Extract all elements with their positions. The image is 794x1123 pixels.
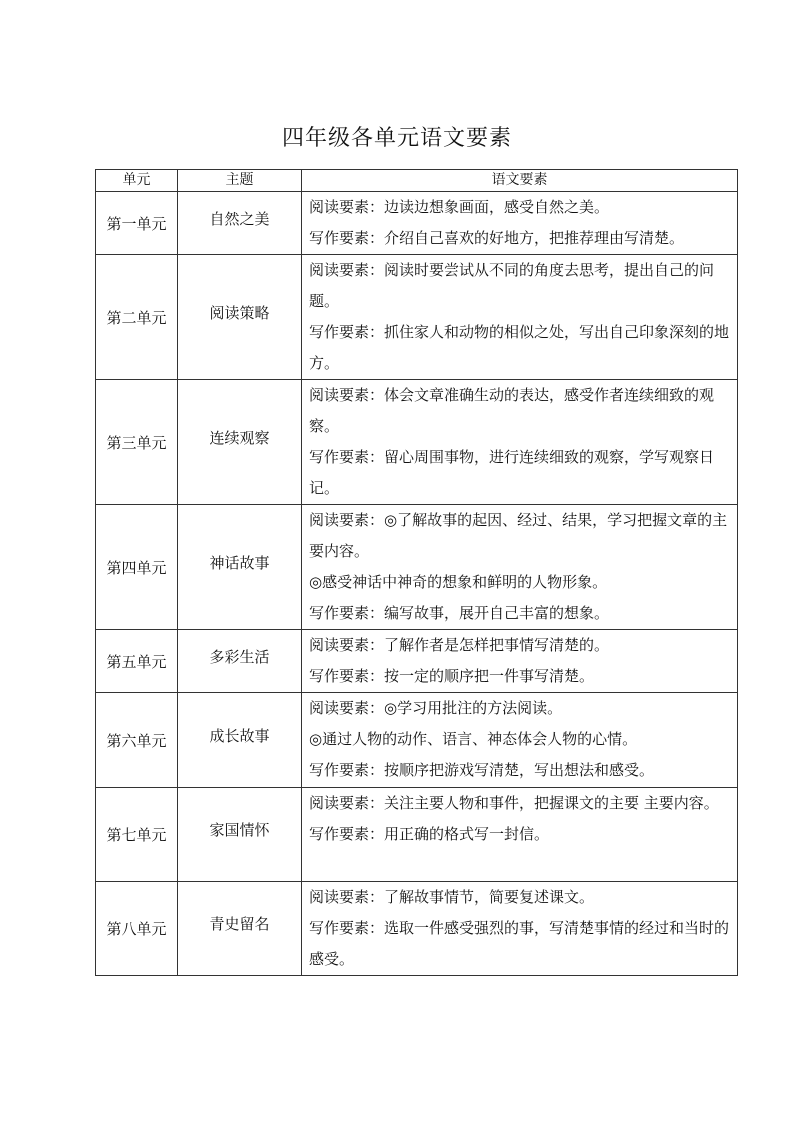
theme-text: 自然之美: [209, 209, 270, 228]
element-line: 阅读要素：了解故事情节，简要复述课文。: [309, 888, 595, 906]
theme-text: 成长故事: [209, 726, 270, 745]
elements-cell: [302, 505, 738, 630]
theme-cell: [178, 693, 302, 788]
table-row: [96, 380, 738, 505]
element-line: 阅读要素：阅读时要尝试从不同的角度去思考，提出自己的问题。: [309, 261, 715, 310]
elements-cell: [302, 380, 738, 505]
header-unit: 单元: [96, 170, 178, 192]
elements-cell: [302, 192, 738, 255]
theme-text: 多彩生活: [209, 647, 270, 666]
table-row: [96, 788, 738, 882]
header-theme: 主题: [178, 170, 302, 192]
theme-cell: [178, 380, 302, 505]
header-elements: 语文要素: [302, 170, 738, 192]
element-line: 阅读要素：◎了解故事的起因、经过、结果，学习把握文章的主要内容。: [309, 511, 728, 560]
table-header-row: [96, 170, 738, 192]
unit-cell: 第四单元: [96, 505, 178, 630]
element-line: 写作要素：用正确的格式写一封信。: [309, 825, 550, 843]
unit-cell: 第七单元: [96, 788, 178, 882]
element-line: 阅读要素：关注主要人物和事件，把握课文的主要 主要内容。: [309, 794, 719, 812]
theme-text: 阅读策略: [209, 303, 270, 322]
element-line: 写作要素：按顺序把游戏写清楚，写出想法和感受。: [309, 761, 655, 779]
table-row: [96, 882, 738, 976]
theme-text: 家国情怀: [209, 821, 270, 839]
theme-cell: [178, 192, 302, 255]
element-line: 写作要素：选取一件感受强烈的事，写清楚事情的经过和当时的感受。: [309, 919, 730, 968]
elements-cell: [302, 788, 738, 882]
elements-cell: [302, 882, 738, 976]
element-line: 写作要素：留心周围事物，进行连续细致的观察，学写观察日记。: [309, 448, 715, 497]
unit-cell: 第二单元: [96, 255, 178, 380]
elements-cell: [302, 693, 738, 788]
element-line: 阅读要素：了解作者是怎样把事情写清楚的。: [309, 636, 610, 654]
unit-cell: 第一单元: [96, 192, 178, 255]
theme-cell: [178, 255, 302, 380]
element-line: ◎通过人物的动作、语言、神态体会人物的心情。: [309, 730, 638, 748]
unit-cell: 第五单元: [96, 630, 178, 693]
elements-cell: [302, 255, 738, 380]
page-title: 四年级各单元语文要素: [281, 126, 512, 151]
theme-cell: [178, 505, 302, 630]
theme-cell: [178, 630, 302, 693]
element-line: 写作要素：按一定的顺序把一件事写清楚。: [309, 667, 595, 685]
table-row: [96, 630, 738, 693]
elements-cell: [302, 630, 738, 693]
element-line: ◎感受神话中神奇的想象和鲜明的人物形象。: [309, 573, 608, 591]
table-row: [96, 505, 738, 630]
unit-elements-table: [95, 169, 738, 976]
table-row: [96, 192, 738, 255]
table-row: [96, 693, 738, 788]
table-row: [96, 255, 738, 380]
theme-text: 青史留名: [209, 915, 270, 933]
unit-cell: 第八单元: [96, 882, 178, 976]
element-line: 写作要素：编写故事，展开自己丰富的想象。: [309, 604, 610, 622]
element-line: 阅读要素：体会文章准确生动的表达，感受作者连续细致的观察。: [309, 386, 715, 435]
unit-cell: 第六单元: [96, 693, 178, 788]
theme-text: 神话故事: [209, 553, 270, 572]
element-line: 写作要素：介绍自己喜欢的好地方，把推荐理由写清楚。: [309, 229, 685, 247]
theme-text: 连续观察: [209, 428, 270, 447]
element-line: 阅读要素：边读边想象画面，感受自然之美。: [309, 198, 610, 216]
element-line: 写作要素：抓住家人和动物的相似之处，写出自己印象深刻的地方。: [309, 323, 730, 372]
theme-cell: [178, 882, 302, 976]
theme-cell: [178, 788, 302, 882]
element-line: 阅读要素：◎学习用批注的方法阅读。: [309, 699, 563, 717]
unit-cell: 第三单元: [96, 380, 178, 505]
